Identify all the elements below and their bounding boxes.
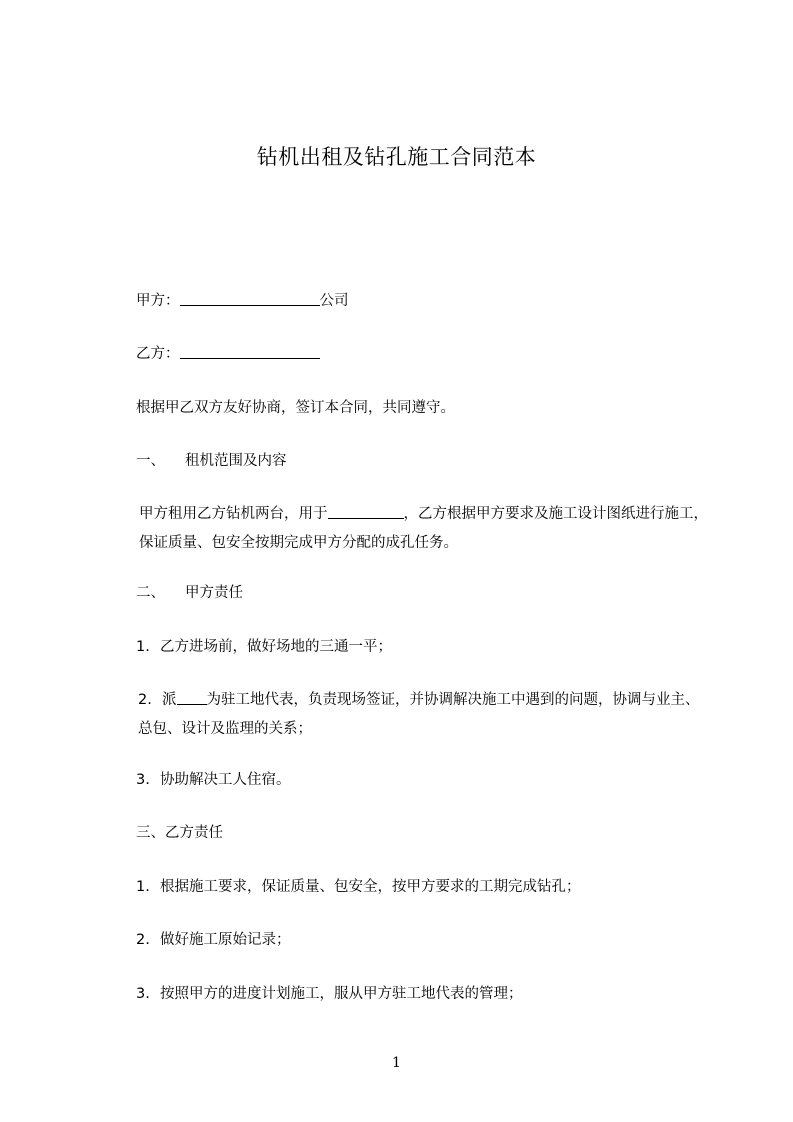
item-text: 协助解决工人住宿。 — [160, 772, 291, 788]
section-1-title: 租机范围及内容 — [185, 453, 287, 469]
section-2-item-1 — [136, 634, 392, 660]
party-a-line — [136, 288, 349, 314]
item-text: 按照甲方的进度计划施工，服从甲方驻工地代表的管理； — [160, 986, 523, 1002]
usage-blank — [328, 503, 404, 519]
party-b-label: 乙方： — [136, 346, 180, 362]
item-number: 3. — [136, 986, 150, 1002]
item-number: 1. — [136, 639, 150, 655]
section-1-number: 一、 — [136, 453, 165, 469]
item-number: 1. — [136, 879, 150, 895]
page-number: 1 — [392, 1055, 401, 1071]
section-3-item-3 — [136, 981, 523, 1007]
party-a-suffix: 公司 — [319, 293, 349, 309]
item-text: 根据施工要求，保证质量、包安全，按甲方要求的工期完成钻孔； — [160, 879, 581, 895]
item-text-end: 为驻工地代表，负责现场签证，并协调解决施工中遇到的问题，协调与业主、总包、设计及监理的关系； — [138, 692, 700, 737]
section-2-title: 甲方责任 — [185, 585, 243, 601]
item-number: 2. — [136, 932, 150, 948]
section-1-heading — [136, 448, 287, 474]
section-1-body-end: ，乙方根据甲方要求及施工设计图纸进行施工，保证质量、包安全按期完成甲方分配的成孔任务。 — [139, 506, 708, 551]
section-3-item-2 — [136, 927, 291, 953]
item-number: 2. — [138, 692, 152, 708]
party-b-blank — [180, 343, 320, 359]
intro-text: 根据甲乙双方友好协商，签订本合同，共同遵守。 — [136, 400, 455, 416]
party-a-blank — [180, 290, 320, 306]
section-2-item-2 — [138, 686, 713, 744]
section-1-body — [139, 500, 711, 558]
section-2-heading — [136, 580, 243, 606]
item-text: 乙方进场前，做好场地的三通一平； — [160, 639, 392, 655]
document-title: 钻机出租及钻孔施工合同范本 — [256, 145, 537, 169]
party-b-line — [136, 341, 320, 367]
item-text: 做好施工原始记录； — [160, 932, 291, 948]
section-2-item-3 — [136, 767, 291, 793]
item-number: 3. — [136, 772, 150, 788]
party-a-label: 甲方： — [136, 293, 180, 309]
representative-blank — [177, 689, 207, 705]
item-text-start: 派 — [162, 692, 177, 708]
section-1-body-start: 甲方租用乙方钻机两台，用于 — [139, 506, 328, 522]
section-2-number: 二、 — [136, 585, 165, 601]
section-3-heading: 三、乙方责任 — [136, 825, 223, 841]
section-3-item-1 — [136, 874, 581, 900]
